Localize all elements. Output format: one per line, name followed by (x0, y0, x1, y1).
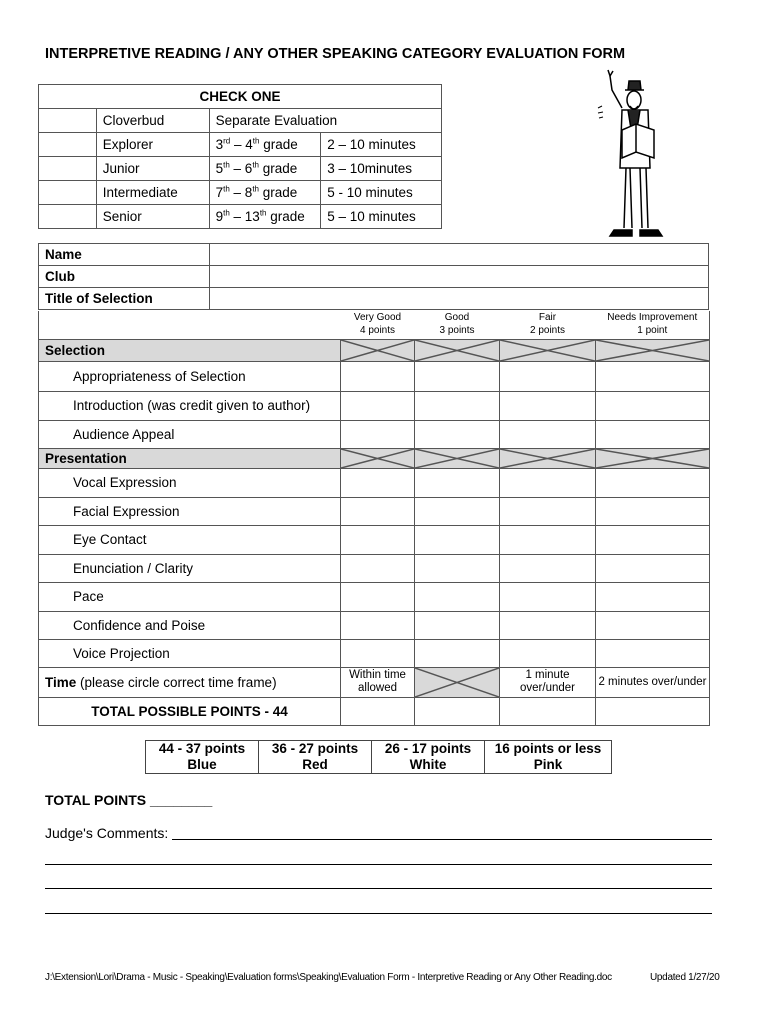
criterion-label: Eye Contact (39, 525, 341, 554)
name-label: Name (39, 244, 210, 266)
club-field[interactable] (210, 266, 709, 288)
score-cell[interactable] (500, 582, 596, 611)
score-cell[interactable] (341, 639, 415, 667)
section-header-selection: Selection (39, 339, 341, 361)
score-cell[interactable] (596, 497, 710, 525)
award-ribbon: Pink (533, 757, 563, 772)
score-cell[interactable] (415, 582, 500, 611)
score-cell[interactable] (500, 497, 596, 525)
checkbox-senior[interactable] (39, 205, 97, 229)
column-header-good: Good 3 points (439, 312, 475, 336)
time-range: 3 – 10minutes (321, 157, 442, 181)
criterion-label: Audience Appeal (39, 420, 341, 448)
criterion-label: Confidence and Poise (39, 611, 341, 639)
category-check-table (38, 84, 442, 229)
award-ribbon: Red (302, 757, 328, 772)
score-cell[interactable] (596, 468, 710, 497)
criterion-label: Enunciation / Clarity (39, 554, 341, 582)
award-range: 36 - 27 points (271, 741, 359, 756)
criterion-label: Pace (39, 582, 341, 611)
score-cell[interactable] (341, 361, 415, 391)
score-cell[interactable] (500, 611, 596, 639)
score-cell[interactable] (596, 525, 710, 554)
score-cell[interactable] (596, 420, 710, 448)
selection-title-field[interactable] (210, 288, 709, 310)
score-total-cell[interactable] (341, 697, 415, 725)
selection-title-label: Title of Selection (39, 288, 210, 310)
participant-info-table (38, 243, 709, 310)
score-cell[interactable] (415, 391, 500, 420)
column-header-fair: Fair 2 points (529, 312, 566, 336)
award-range: 26 - 17 points (384, 741, 472, 756)
ribbon-award-table (145, 740, 612, 774)
grade-label: 5th – 6th grade (209, 157, 321, 181)
score-cell[interactable] (415, 611, 500, 639)
comment-line[interactable] (45, 888, 712, 889)
score-cell[interactable] (500, 468, 596, 497)
criterion-label: Introduction (was credit given to author) (39, 391, 341, 420)
score-cell[interactable] (415, 497, 500, 525)
checkbox-cloverbud[interactable] (39, 109, 97, 133)
check-one-header: CHECK ONE (39, 85, 442, 109)
score-cell[interactable] (596, 582, 710, 611)
score-cell[interactable] (415, 361, 500, 391)
time-range: 2 – 10 minutes (321, 133, 442, 157)
score-total-cell[interactable] (415, 697, 500, 725)
time-label: Time (please circle correct time frame) (39, 667, 341, 697)
score-cell[interactable] (341, 554, 415, 582)
criterion-label: Vocal Expression (39, 468, 341, 497)
score-cell[interactable] (415, 525, 500, 554)
time-one-minute-option[interactable]: 1 minute over/under (500, 667, 596, 697)
score-cell[interactable] (415, 468, 500, 497)
score-cell[interactable] (596, 391, 710, 420)
name-field[interactable] (210, 244, 709, 266)
award-ribbon: White (409, 757, 447, 772)
award-range: 16 points or less (494, 741, 602, 756)
score-cell[interactable] (596, 611, 710, 639)
score-cell[interactable] (500, 639, 596, 667)
score-cell[interactable] (596, 361, 710, 391)
comment-line[interactable] (45, 864, 712, 865)
score-cell[interactable] (500, 525, 596, 554)
score-cell[interactable] (341, 582, 415, 611)
judges-comments-label: Judge's Comments: (45, 825, 169, 841)
category-label: Junior (96, 157, 209, 181)
criterion-label: Facial Expression (39, 497, 341, 525)
category-label: Senior (96, 205, 209, 229)
column-header-very-good: Very Good 4 points (353, 312, 402, 336)
checkbox-explorer[interactable] (39, 133, 97, 157)
evaluation-table (38, 311, 710, 726)
score-cell[interactable] (596, 554, 710, 582)
total-points-field[interactable]: TOTAL POINTS ________ (45, 792, 213, 808)
grade-label: 7th – 8th grade (209, 181, 321, 205)
score-cell[interactable] (341, 497, 415, 525)
score-cell[interactable] (500, 361, 596, 391)
reader-figure-illustration (592, 68, 672, 240)
checkbox-junior[interactable] (39, 157, 97, 181)
footer-file-path: J:\Extension\Lori\Drama - Music - Speaking\Evaluation forms\Speaking\Evaluation Form - Interpretive Reading or Any Other Reading.doc (45, 972, 612, 983)
award-range: 44 - 37 points (158, 741, 246, 756)
category-label: Cloverbud (96, 109, 209, 133)
score-total-cell[interactable] (596, 697, 710, 725)
club-label: Club (39, 266, 210, 288)
criterion-label: Voice Projection (39, 639, 341, 667)
score-cell[interactable] (500, 554, 596, 582)
score-cell[interactable] (415, 639, 500, 667)
score-cell[interactable] (341, 525, 415, 554)
section-header-presentation: Presentation (39, 448, 341, 468)
score-cell[interactable] (415, 554, 500, 582)
grade-label: Separate Evaluation (209, 109, 441, 133)
comment-line[interactable] (45, 913, 712, 914)
column-header-needs-improvement: Needs Improvement 1 point (596, 311, 710, 339)
score-cell[interactable] (596, 639, 710, 667)
category-label: Intermediate (96, 181, 209, 205)
time-within-option[interactable]: Within time allowed (341, 667, 415, 697)
score-cell[interactable] (341, 420, 415, 448)
criterion-label: Appropriateness of Selection (39, 361, 341, 391)
time-range: 5 - 10 minutes (321, 181, 442, 205)
category-label: Explorer (96, 133, 209, 157)
time-two-minutes-option[interactable]: 2 minutes over/under (596, 667, 710, 697)
score-cell[interactable] (341, 391, 415, 420)
score-cell[interactable] (341, 468, 415, 497)
form-title: INTERPRETIVE READING / ANY OTHER SPEAKING CATEGORY EVALUATION FORM (45, 46, 626, 62)
score-cell[interactable] (341, 611, 415, 639)
comment-line[interactable] (172, 839, 712, 840)
checkbox-intermediate[interactable] (39, 181, 97, 205)
score-cell[interactable] (500, 391, 596, 420)
time-range: 5 – 10 minutes (321, 205, 442, 229)
grade-label: 9th – 13th grade (209, 205, 321, 229)
footer-updated-date: Updated 1/27/20 (650, 972, 720, 983)
score-cell[interactable] (500, 420, 596, 448)
total-possible-points: TOTAL POSSIBLE POINTS - 44 (39, 697, 341, 725)
grade-label: 3rd – 4th grade (209, 133, 321, 157)
score-total-cell[interactable] (500, 697, 596, 725)
score-cell[interactable] (415, 420, 500, 448)
award-ribbon: Blue (187, 757, 217, 772)
